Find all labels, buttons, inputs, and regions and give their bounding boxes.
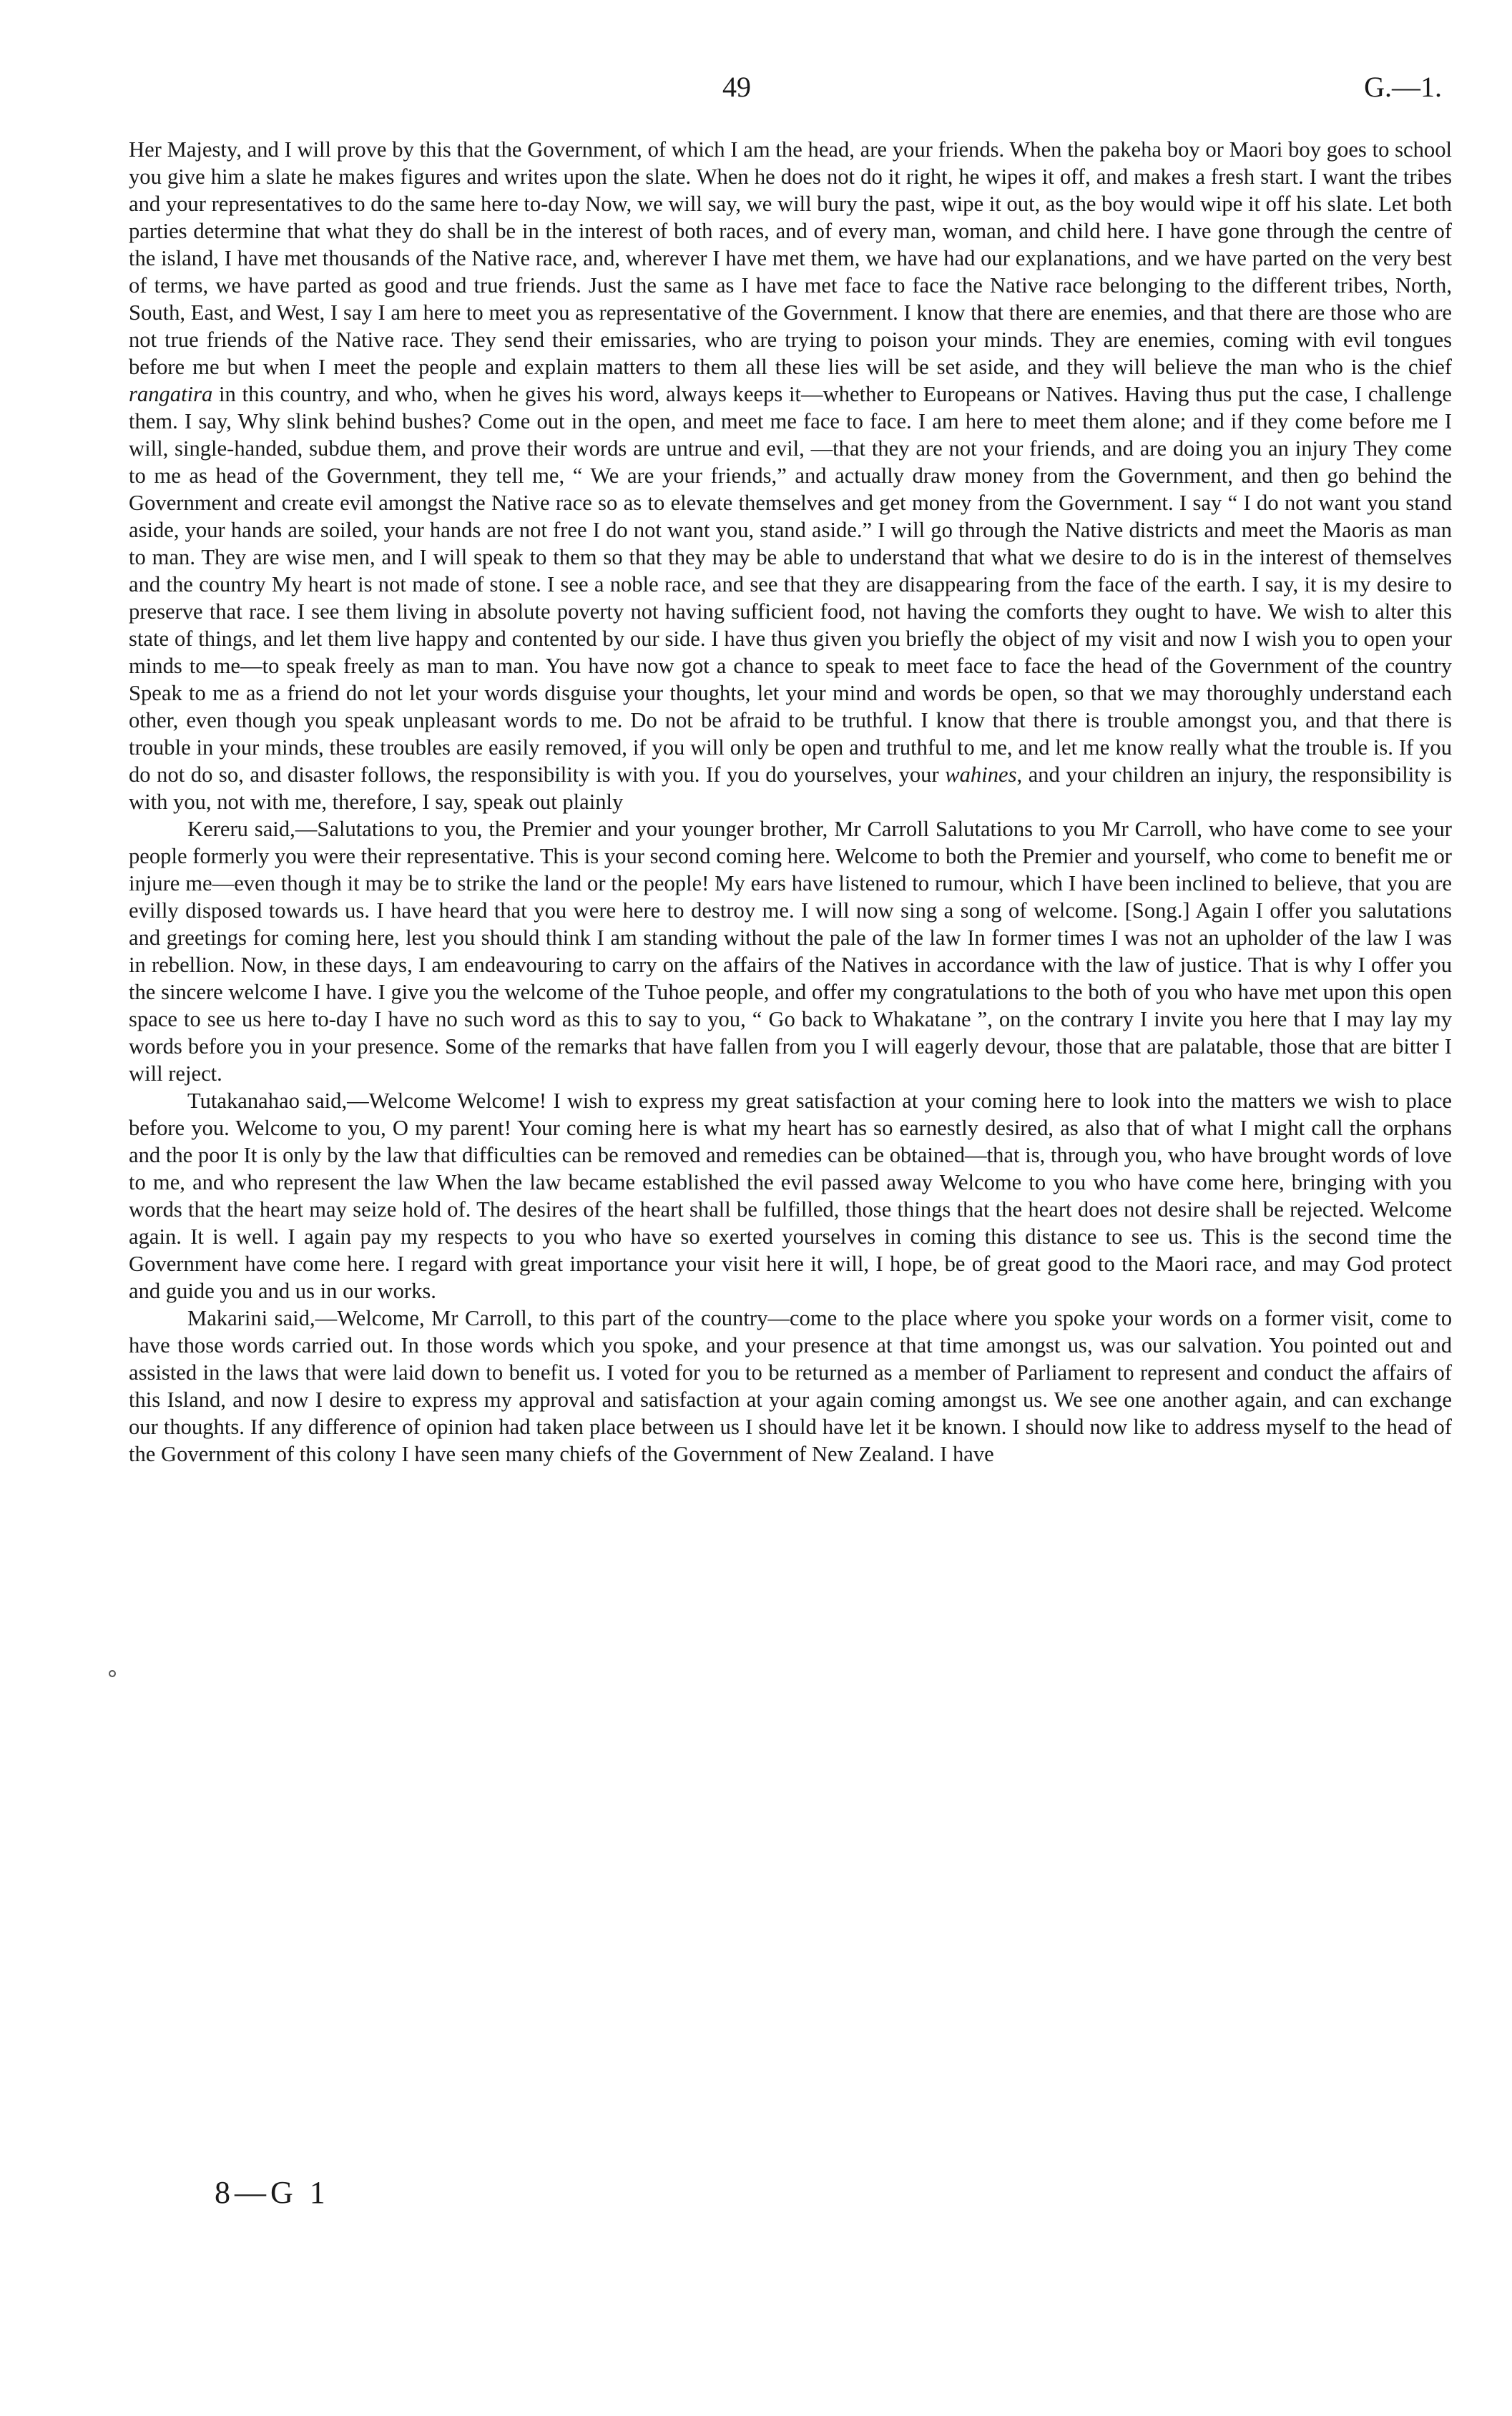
body-text [129,136,1452,1468]
margin-mark [109,1670,116,1677]
paragraph-makarini: Makarini said,—Welcome, Mr Carroll, to this part of the country—come to the place where you spoke your words on a former visit, come to have those words carried out. In those words which you spoke, and your presence at that time amongst us, was our salvation. You pointed out and assisted in the laws that were laid down to benefit us. I voted for you to be returned as a member of Parliament to represent and conduct the affairs of this Island, and now I desire to express my approval and satisfaction at your again coming amongst us. We see one another again, and can exchange our thoughts. If any difference of opinion had taken place between us I should have let it be known. I should now like to address myself to the head of the Government of this colony I have seen many chiefs of the Government of New Zealand. I have [129,1306,1452,1466]
paragraph-kereru: Kereru said,—Salutations to you, the Premier and your younger brother, Mr Carroll Salutations to you Mr Carroll, who have come to see your people formerly you were their representative. This is your second coming here. Welcome to both the Premier and yourself, who come to benefit me or injure me—even though it may be to strike the land or the people! My ears have listened to rumour, which I have been inclined to believe, that you are evilly disposed towards us. I have heard that you were here to destroy me. I will now sing a song of welcome. [Song.] Again I offer you salutations and greetings for coming here, lest you should think I am standing without the pale of the law In former times I was not an upholder of the law I was in rebellion. Now, in these days, I am endeavouring to carry on the affairs of the Natives in accordance with the law of justice. That is why I offer you the sincere welcome I have. I give you the welcome of the Tuhoe people, and offer my congratulations to the both of you who have met upon this open space to see us here to-day I have no such word as this to say to you, “ Go back to Whakatane ”, on the contrary I invite you here that I may lay my words before you in your presence. Some of the remarks that have fallen from you I will eagerly devour, those that are palatable, those that are bitter I will reject. [129,817,1452,1086]
paragraph-tutakanahao: Tutakanahao said,—Welcome Welcome! I wish to express my great satisfaction at your coming here to look into the matters we wish to place before you. Welcome to you, O my parent! Your coming here is what my heart has so earnestly desired, as also that of what I might call the orphans and the poor It is only by the law that difficulties can be removed and remedies can be obtained—that is, through you, who have brought words of love to me, and who represent the law When the law became established the evil passed away Welcome to you who have come here, bringing with you words that the heart may seize hold of. The desires of the heart shall be fulfilled, those things that the heart does not desire shall be rejected. Welcome again. It is well. I again pay my respects to you who have so exerted yourselves in coming this distance to see us. This is the second time the Government have come here. I regard with great importance your visit here it will, I hope, be of great good to the Maori race, and may God protect and guide you and us in our works. [129,1089,1452,1303]
page-number: 49 [722,71,751,103]
paragraph-premier: Her Majesty, and I will prove by this that the Government, of which I am the head, are your friends. When the pakeha boy or Maori boy goes to school you give him a slate he makes figures and writes upon the slate. When he does not do it right, he wipes it off, and makes a fresh start. I want the tribes and your representatives to do the same here to-day Now, we will say, we will bury the past, wipe it out, as the boy would wipe it off his slate. Let both parties determine that what they do shall be in the interest of both races, and of every man, woman, and child here. I have gone through the centre of the island, I have met thousands of the Native race, and, wherever I have met them, we have had our explanations, and we have parted on the very best of terms, we have parted as good and true friends. Just the same as I have met face to face the Native race belonging to the different tribes, North, South, East, and West, I say I am here to meet you as representative of the Government. I know that there are enemies, and that there are those who are not true friends of the Native race. They send their emissaries, who are trying to poison your minds. They are enemies, coming with evil tongues before me but when I meet the people and explain matters to them all these lies will be set aside, and they will believe the man who is the chief rangatira in this country, and who, when he gives his word, always keeps it—whether to Europeans or Natives. Having thus put the case, I challenge them. I say, Why slink behind bushes? Come out in the open, and meet me face to face. I am here to meet them alone; and if they come before me I will, single-handed, subdue them, and prove their words are untrue and evil, —that they are not your friends, and are doing you an injury They come to me as head of the Government, they tell me, “ We are your friends,” and actually draw money from the Government, and then go behind the Government and create evil amongst the Native race so as to elevate themselves and get money from the Government. I say “ I do not want you stand aside, your hands are soiled, your hands are not free I do not want you, stand aside.” I will go through the Native districts and meet the Maoris as man to man. They are wise men, and I will speak to them so that they may be able to understand that what we desire to do is in the interest of themselves and the country My heart is not made of stone. I see a noble race, and see that they are disappearing from the face of the earth. I say, it is my desire to preserve that race. I see them living in absolute poverty not having sufficient food, not having the comforts they ought to have. We wish to alter this state of things, and let them live happy and contented by our side. I have thus given you briefly the object of my visit and now I wish you to open your minds to me—to speak freely as man to man. You have now got a chance to speak to meet face to face the head of the Government of the country Speak to me as a friend do not let your words disguise your thoughts, let your mind and words be open, so that we may thoroughly understand each other, even though you speak unpleasant words to me. Do not be afraid to be truthful. I know that there is trouble amongst you, and that there is trouble in your minds, these troubles are easily removed, if you will only be open and truthful to me, and let me know really what the trouble is. If you do not do so, and disaster follows, the responsibility is with you. If you do yourselves, your wahines, and your children an injury, the responsibility is with you, not with me, therefore, I say, speak out plainly [129,137,1452,814]
italic-term: wahines [945,762,1017,787]
printer-signature: 8—G 1 [215,2175,330,2210]
italic-term: rangatira [129,382,213,406]
document-reference: G.—1. [1364,71,1442,103]
